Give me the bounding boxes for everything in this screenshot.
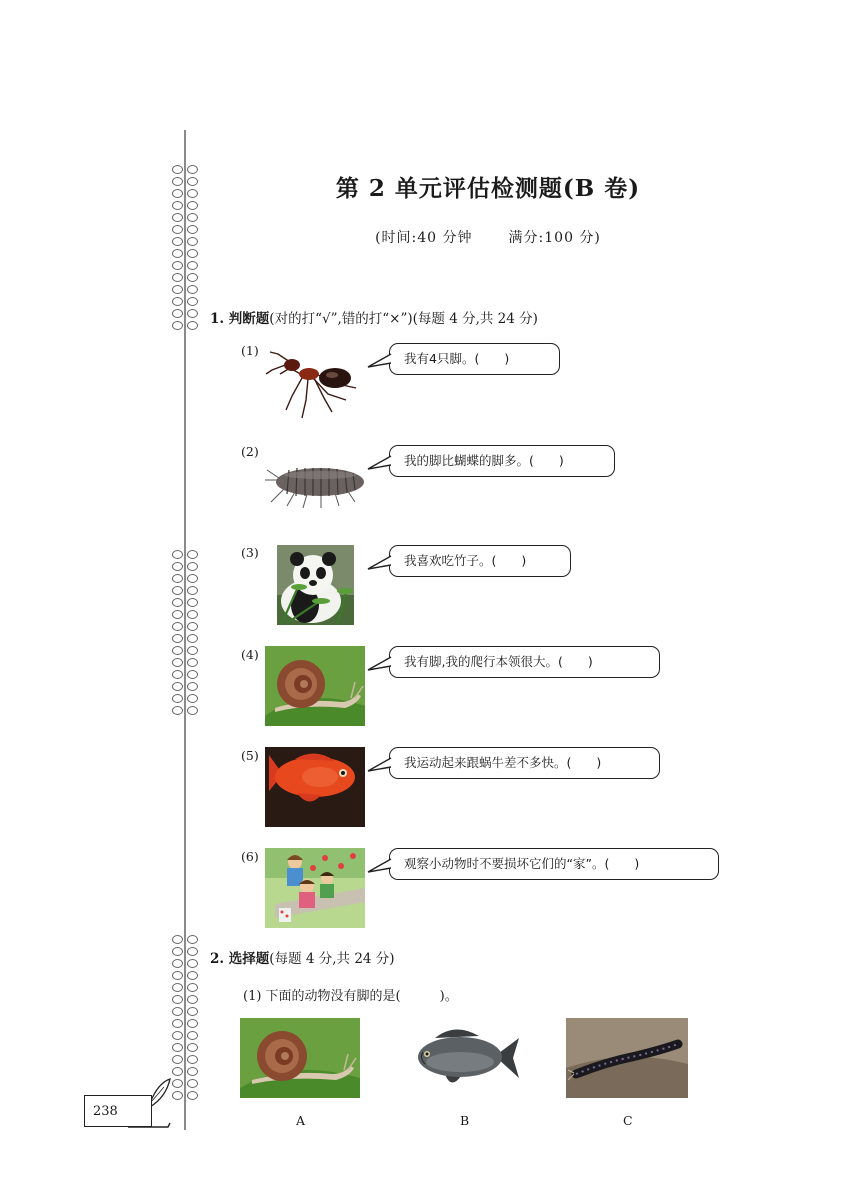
children-observing-picture xyxy=(265,848,365,928)
option-a-snail-picture xyxy=(240,1018,360,1098)
speech-tail xyxy=(368,656,392,672)
speech-tail xyxy=(368,858,392,874)
spiral-binding-middle xyxy=(172,550,198,718)
spiral-coil xyxy=(172,574,198,583)
statement-bubble xyxy=(389,747,660,779)
option-b-fish-picture xyxy=(405,1022,521,1094)
page-number-box xyxy=(84,1095,170,1129)
spiral-coil xyxy=(172,1031,198,1040)
section-2-instructions: (每题 4 分,共 24 分) xyxy=(269,951,395,967)
spiral-coil xyxy=(172,1091,198,1100)
option-a-label: A xyxy=(296,1113,306,1128)
statement-bubble xyxy=(389,646,660,678)
spiral-coil xyxy=(172,321,198,330)
spiral-coil xyxy=(172,249,198,258)
speech-tail xyxy=(368,353,392,369)
section-1-label: 1. 判断题 xyxy=(210,311,270,327)
statement-text: 我有脚,我的爬行本领很大。( ) xyxy=(404,654,593,669)
spiral-coil xyxy=(172,682,198,691)
statement-text: 我运动起来跟蜗牛差不多快。( ) xyxy=(404,755,602,770)
spiral-coil xyxy=(172,983,198,992)
spiral-coil xyxy=(172,213,198,222)
page-title: 第 2 单元评估检测题(B 卷) xyxy=(335,175,641,202)
spiral-coil xyxy=(172,646,198,655)
snail-picture xyxy=(265,646,365,726)
statement-bubble xyxy=(389,445,615,477)
option-c-millipede-picture xyxy=(566,1018,688,1098)
panda-picture xyxy=(277,545,354,625)
spiral-coil xyxy=(172,694,198,703)
question-number: (6) xyxy=(241,849,259,864)
question-number: (5) xyxy=(241,748,259,763)
spiral-coil xyxy=(172,1007,198,1016)
page-number: 238 xyxy=(84,1095,152,1127)
option-b-label: B xyxy=(460,1113,470,1128)
spiral-coil xyxy=(172,610,198,619)
spiral-coil xyxy=(172,622,198,631)
statement-text: 我有4只脚。( ) xyxy=(404,351,510,366)
spiral-coil xyxy=(172,598,198,607)
statement-bubble xyxy=(389,343,560,375)
time-limit: (时间:40 分钟 xyxy=(375,230,473,246)
spiral-coil xyxy=(172,261,198,270)
woodlouse-picture xyxy=(265,458,367,510)
spiral-coil xyxy=(172,1043,198,1052)
statement-bubble xyxy=(389,545,571,577)
spiral-binding-bottom xyxy=(172,935,198,1103)
option-c-label: C xyxy=(623,1113,633,1128)
section-1-heading xyxy=(210,307,538,327)
spiral-coil xyxy=(172,935,198,944)
ant-picture xyxy=(262,348,366,422)
spiral-coil xyxy=(172,995,198,1004)
choice-question: (1) 下面的动物没有脚的是( )。 xyxy=(243,989,458,1004)
spiral-coil xyxy=(172,1019,198,1028)
spiral-coil xyxy=(172,285,198,294)
spiral-coil xyxy=(172,658,198,667)
exam-info xyxy=(0,227,860,247)
statement-text: 我的脚比蝴蝶的脚多。( ) xyxy=(404,453,564,468)
spiral-coil xyxy=(172,586,198,595)
spiral-coil xyxy=(172,634,198,643)
statement-text: 我喜欢吃竹子。( ) xyxy=(404,553,527,568)
spiral-coil xyxy=(172,550,198,559)
spiral-coil xyxy=(172,971,198,980)
spiral-coil xyxy=(172,959,198,968)
spiral-coil xyxy=(172,1079,198,1088)
section-2-heading xyxy=(210,947,395,967)
spiral-coil xyxy=(172,1067,198,1076)
spiral-coil xyxy=(172,706,198,715)
spiral-coil xyxy=(172,947,198,956)
question-number: (2) xyxy=(241,444,259,459)
spiral-coil xyxy=(172,309,198,318)
red-fish-picture xyxy=(265,747,365,827)
speech-tail xyxy=(368,555,392,571)
spiral-coil xyxy=(172,273,198,282)
question-number: (4) xyxy=(241,647,259,662)
spiral-coil xyxy=(172,297,198,306)
question-number: (1) xyxy=(241,343,259,358)
speech-tail xyxy=(368,455,392,471)
speech-tail xyxy=(368,757,392,773)
statement-text: 观察小动物时不要损坏它们的“家”。( ) xyxy=(404,856,640,871)
spiral-coil xyxy=(172,562,198,571)
spiral-coil xyxy=(172,1055,198,1064)
statement-bubble xyxy=(389,848,719,880)
question-number: (3) xyxy=(241,545,259,560)
section-1-instructions: (对的打“√”,错的打“×”)(每题 4 分,共 24 分) xyxy=(269,311,538,327)
full-score: 满分:100 分) xyxy=(508,230,601,246)
spiral-coil xyxy=(172,670,198,679)
section-2-label: 2. 选择题 xyxy=(210,951,270,967)
